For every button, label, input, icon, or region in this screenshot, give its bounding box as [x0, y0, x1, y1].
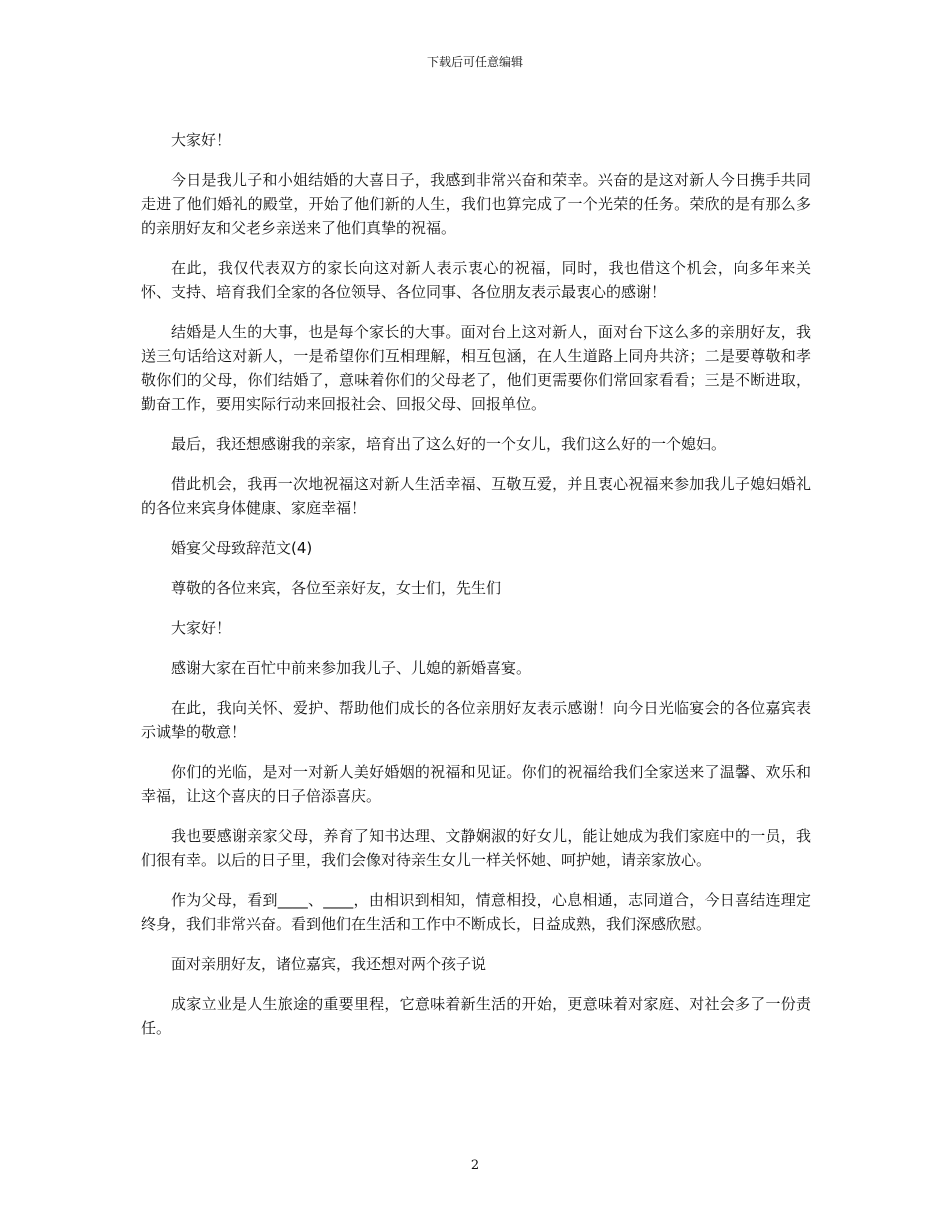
paragraph-3: 在此，我仅代表双方的家长向这对新人表示衷心的祝福，同时，我也借这个机会，向多年来关怀、支持、培育我们全家的各位领导、各位同事、各位朋友表示最衷心的感谢！: [141, 259, 811, 301]
paragraph-13: 我也要感谢亲家父母，养育了知书达理、文静娴淑的好女儿，能让她成为我们家庭中的一员，我们很有幸。以后的日子里，我们会像对待亲生女儿一样关怀她、呵护她，请亲家放心。: [141, 827, 811, 869]
document-body: [141, 128, 811, 1056]
paragraph-5: 最后，我还想感谢我的亲家，培育出了这么好的一个女儿，我们这么好的一个媳妇。: [171, 435, 727, 453]
page-number: 2: [470, 1158, 480, 1173]
paragraph-14: 作为父母，看到____、____，由相识到相知，情意相投，心息相通，志同道合，今日喜结连理定终身，我们非常兴奋。看到他们在生活和工作中不断成长，日益成熟，我们深感欣慰。: [141, 891, 811, 933]
paragraph-10: 感谢大家在百忙中前来参加我儿子、儿媳的新婚喜宴。: [171, 659, 532, 677]
paragraph-6: 借此机会，我再一次地祝福这对新人生活幸福、互敬互爱，并且衷心祝福来参加我儿子媳妇婚礼的各位来宾身体健康、家庭幸福！: [141, 475, 811, 517]
paragraph-12: 你们的光临，是对一对新人美好婚姻的祝福和见证。你们的祝福给我们全家送来了温馨、欢乐和幸福，让这个喜庆的日子倍添喜庆。: [141, 763, 811, 805]
paragraph-16: 成家立业是人生旅途的重要里程，它意味着新生活的开始，更意味着对家庭、对社会多了一份责任。: [141, 995, 811, 1037]
paragraph-1: 大家好！: [171, 131, 232, 149]
paragraph-4: 结婚是人生的大事，也是每个家长的大事。面对台上这对新人，面对台下这么多的亲朋好友，我送三句话给这对新人，一是希望你们互相理解，相互包涵，在人生道路上同舟共济；二是要尊敬和孝敬你们的父母，你们结婚了，意味着你们的父母老了，他们更需要你们常回家看看；三是不断进取，勤奋工作，要用实际行动来回报社会、回报父母、回报单位。: [141, 323, 811, 413]
section-title: 婚宴父母致辞范文(4): [171, 539, 313, 557]
page-header: 下载后可任意编辑: [426, 55, 523, 69]
paragraph-11: 在此，我向关怀、爱护、帮助他们成长的各位亲朋好友表示感谢！向今日光临宴会的各位嘉宾表示诚挚的敬意！: [141, 699, 811, 741]
paragraph-9: 大家好！: [171, 619, 232, 637]
paragraph-15: 面对亲朋好友，诸位嘉宾，我还想对两个孩子说: [171, 955, 487, 973]
paragraph-8: 尊敬的各位来宾，各位至亲好友，女士们，先生们: [171, 579, 502, 597]
paragraph-2: 今日是我儿子和小姐结婚的大喜日子，我感到非常兴奋和荣幸。兴奋的是这对新人今日携手共同走进了他们婚礼的殿堂，开始了他们新的人生，我们也算完成了一个光荣的任务。荣欣的是有那么多的亲朋好友和父老乡亲送来了他们真挚的祝福。: [141, 171, 811, 237]
